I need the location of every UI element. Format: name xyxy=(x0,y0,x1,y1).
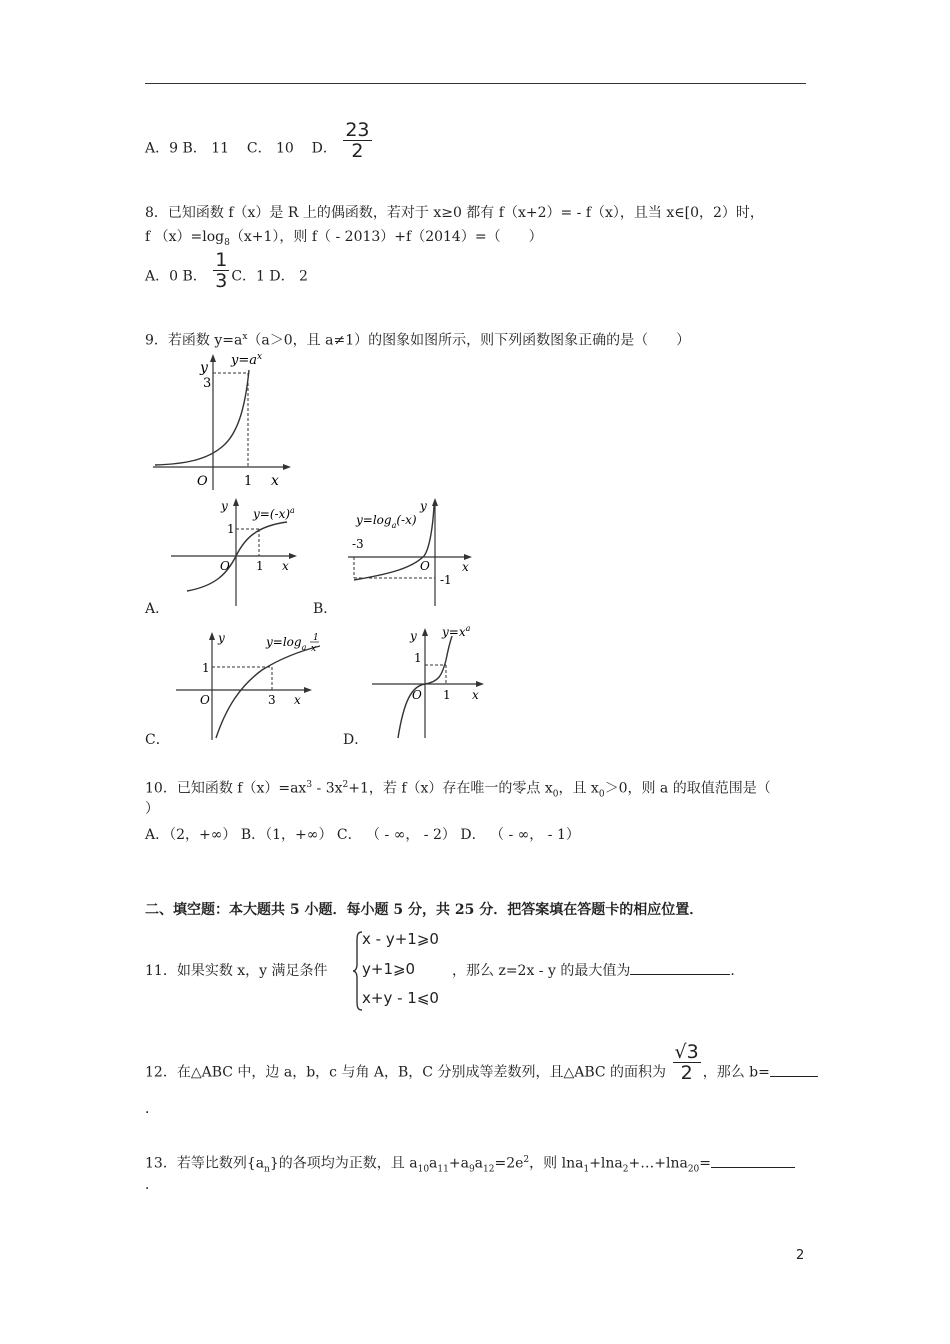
svg-text:y=loga: $y=\log_a$ xyxy=(266,635,307,652)
q9-graph-a xyxy=(165,496,305,608)
main-tick-x: 1 xyxy=(244,474,253,489)
q12-fraction: $\frac{√3}{2}$ xyxy=(674,1041,699,1084)
q7-option-a: A．9 xyxy=(145,140,179,157)
q11-tail: ，那么 z=2x - y 的最大值为 ． xyxy=(452,963,745,979)
q7-option-d: D． xyxy=(311,140,337,157)
section-heading: 二、填空题：本大题共 5 小题．每小题 5 分，共 25 分．把答案填在答题卡的相应位置． xyxy=(145,902,704,918)
svg-text:1: 1 xyxy=(202,661,210,675)
q9-graph-b xyxy=(340,494,480,610)
svg-text:x: x xyxy=(472,688,479,702)
svg-text:-3: -3 xyxy=(352,537,364,551)
svg-text:-1: -1 xyxy=(440,573,452,587)
svg-text:1: 1 xyxy=(313,633,319,643)
svg-text:y=(-x)a: $y=(-x)^a$ xyxy=(253,506,295,521)
svg-text:x: x xyxy=(311,644,317,654)
q8-line1: 8．已知函数 f（x）是 R 上的偶函数，若对于 x≥0 都有 f（x+2）= - f（x），且当 x∈[0，2）时， xyxy=(145,205,764,221)
q11-constraint-2: y+1⩾0 xyxy=(362,960,416,978)
svg-text:y: y xyxy=(218,631,225,645)
q9-graph-c xyxy=(170,628,330,742)
header-rule xyxy=(145,83,806,84)
q7-option-c: C． 10 xyxy=(246,140,294,157)
q10-line1: 10．已知函数 $f(x)=ax^3 - 3x^2+1$，若 f（x）存在唯一的零点 $x_0$，且 $x_0>0$，则 a 的取值范围是（ xyxy=(145,780,771,800)
svg-text:3: 3 xyxy=(268,693,276,707)
main-origin: O xyxy=(197,474,208,489)
svg-text:x: x xyxy=(462,560,469,574)
q11-constraint-1: x - y+1⩾0 xyxy=(362,930,439,948)
q11-stem: 11．如果实数 x，y 满足条件 xyxy=(145,963,328,979)
q9-option-a-label: A． xyxy=(145,601,170,617)
svg-text:1: 1 xyxy=(443,688,451,702)
q8-option-b-fraction: $\frac{1}{3}$ xyxy=(215,249,228,292)
q12-answer-blank[interactable] xyxy=(770,1064,818,1077)
svg-text:O: O xyxy=(412,688,422,702)
q7-option-b: B． 11 xyxy=(182,140,230,157)
main-func-label: $y=a^x$ xyxy=(231,352,263,368)
q9-main-graph xyxy=(145,350,295,495)
svg-text:O: O xyxy=(200,693,210,707)
main-tick-y: 3 xyxy=(203,376,212,391)
svg-text:x: x xyxy=(282,559,289,573)
page-number: 2 xyxy=(796,1248,805,1263)
q9-graph-d xyxy=(368,620,492,742)
q9-option-b-label: B． xyxy=(313,601,338,617)
svg-text:y=xa: $y=x^a$ xyxy=(442,624,471,639)
q9-option-d-label: D． xyxy=(343,732,369,748)
svg-text:y: y xyxy=(420,499,427,513)
q10-options: A．（2，+∞） B．（1，+∞） C． （ - ∞， - 2） D． （ - ∞， - 1） xyxy=(145,827,580,843)
q7-option-d-fraction: $\frac{23}{2}$ xyxy=(345,119,370,162)
q11-constraint-3: x+y - 1⩽0 xyxy=(362,989,439,1007)
q13-end: ． xyxy=(145,1177,159,1193)
q7-options xyxy=(145,119,374,162)
svg-text:O: O xyxy=(420,559,430,573)
q9-stem: 9．若函数 $y=a^x(a>0$，且 a≠1）的图象如图所示，则下列函数图象正确的是（ ） xyxy=(145,332,691,349)
q13-answer-blank[interactable] xyxy=(711,1155,795,1168)
main-x-label: x xyxy=(271,473,279,489)
svg-text:x: x xyxy=(294,693,301,707)
q11-answer-blank[interactable] xyxy=(630,962,730,975)
q12-end: ． xyxy=(145,1101,159,1117)
q8-options: A．0 B． $\frac{1}{3}$ C．1 D． 2 xyxy=(145,249,308,292)
svg-text:y: y xyxy=(410,629,417,643)
q9-option-c-label: C． xyxy=(145,732,170,748)
q12-stem: 12．在△ABC 中，边 a，b，c 与角 A，B，C 分别成等差数列，且△ABC 的面积为 $\frac{√3}{2}$ ，那么 b= xyxy=(145,1062,818,1083)
svg-text:1: 1 xyxy=(256,559,264,573)
svg-text:1: 1 xyxy=(227,522,235,536)
svg-text:y=loga(-x): $y=\log_a(-x)$ xyxy=(356,513,417,530)
svg-text:O: O xyxy=(220,559,230,573)
main-y-label: y xyxy=(200,360,208,376)
q8-line2: f $(x)=\log_8(x+1)$，则 f（ - 2013）+f（2014）=（ ） xyxy=(145,229,543,248)
q13-stem: 13．若等比数列$\{a_n\}$的各项均为正数，且 $a_{10}a_{11}+a_9a_{12}=2e^2$，则 lna$_1$+lna$_2$+…+lna$_{20}$= xyxy=(145,1151,795,1178)
q10-line2: ） xyxy=(145,801,159,817)
svg-text:1: 1 xyxy=(414,651,422,665)
svg-text:y: y xyxy=(221,499,228,513)
